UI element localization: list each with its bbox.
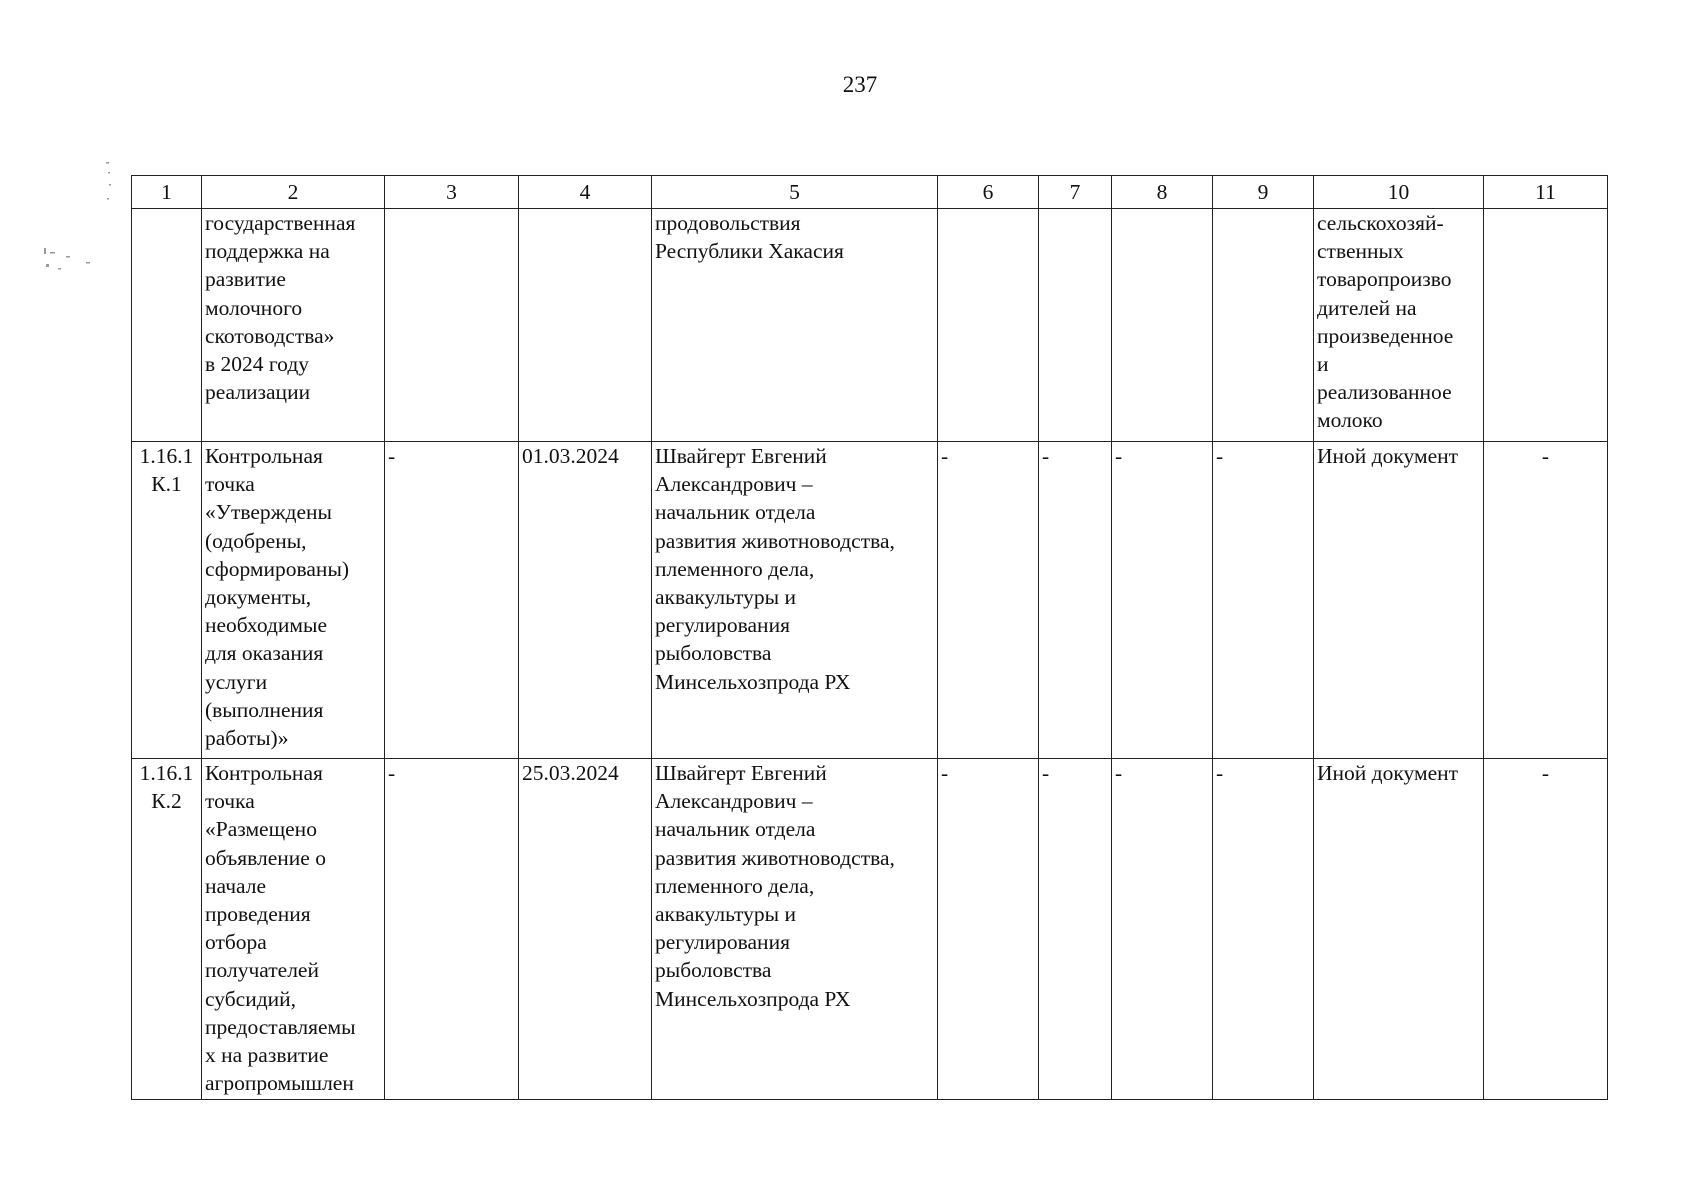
row-number-cell: 1.16.1 К.2 bbox=[132, 759, 202, 1100]
table-cell: - bbox=[1213, 759, 1314, 1100]
header-cell: 1 bbox=[132, 176, 202, 209]
header-row bbox=[132, 176, 1608, 209]
header-cell: 10 bbox=[1314, 176, 1484, 209]
table-cell: - bbox=[1213, 442, 1314, 759]
header-cell: 2 bbox=[202, 176, 385, 209]
table-cell: - bbox=[938, 442, 1039, 759]
event-name-cell: Контрольная точка «Размещено объявление о начале проведения отбора получателей субсидий, предоставляемы х на развитие агропромышлен bbox=[202, 759, 385, 1100]
table-row bbox=[132, 759, 1608, 1100]
date-cell: 01.03.2024 bbox=[519, 442, 652, 759]
table-cell: - bbox=[1484, 759, 1608, 1100]
table-cell: - bbox=[1484, 442, 1608, 759]
header-cell: 4 bbox=[519, 176, 652, 209]
table-cell bbox=[938, 209, 1039, 442]
header-cell: 8 bbox=[1112, 176, 1213, 209]
date-cell: 25.03.2024 bbox=[519, 759, 652, 1100]
table-cell bbox=[1112, 209, 1213, 442]
table-cell: - bbox=[1112, 759, 1213, 1100]
result-type-cell: Иной документ bbox=[1314, 759, 1484, 1100]
table-cell bbox=[1039, 209, 1112, 442]
row-number-cell: 1.16.1 К.1 bbox=[132, 442, 202, 759]
table-row bbox=[132, 442, 1608, 759]
header-cell: 3 bbox=[385, 176, 519, 209]
document-table bbox=[131, 175, 1608, 1100]
row-number-cell bbox=[132, 209, 202, 442]
table-cell bbox=[385, 209, 519, 442]
scan-margin-marks bbox=[36, 160, 116, 280]
responsible-cell: Швайгерт Евгений Александрович – начальник отдела развития животноводства, племенного дела, аквакультуры и регулирования рыболовства Минсельхозпрода РХ bbox=[652, 759, 938, 1100]
header-cell: 7 bbox=[1039, 176, 1112, 209]
table-row bbox=[132, 209, 1608, 442]
table-cell: - bbox=[1039, 442, 1112, 759]
table-cell: - bbox=[1039, 759, 1112, 1100]
event-name-cell: государственная поддержка на развитие молочного скотоводства» в 2024 году реализации bbox=[202, 209, 385, 442]
page-number: 237 bbox=[842, 72, 878, 97]
header-cell: 5 bbox=[652, 176, 938, 209]
header-cell: 9 bbox=[1213, 176, 1314, 209]
responsible-cell: Швайгерт Евгений Александрович – начальник отдела развития животноводства, племенного дела, аквакультуры и регулирования рыболовства Минсельхозпрода РХ bbox=[652, 442, 938, 759]
result-type-cell: Иной документ bbox=[1314, 442, 1484, 759]
table-cell: - bbox=[385, 442, 519, 759]
table-cell bbox=[1213, 209, 1314, 442]
table-cell bbox=[1484, 209, 1608, 442]
table-cell: - bbox=[938, 759, 1039, 1100]
table-cell: - bbox=[385, 759, 519, 1100]
result-type-cell: сельскохозяй- ственных товаропроизво дителей на произведенное и реализованное молоко bbox=[1314, 209, 1484, 442]
event-name-cell: Контрольная точка «Утверждены (одобрены, сформированы) документы, необходимые для оказания услуги (выполнения работы)» bbox=[202, 442, 385, 759]
header-cell: 6 bbox=[938, 176, 1039, 209]
responsible-cell: продовольствия Республики Хакасия bbox=[652, 209, 938, 442]
header-cell: 11 bbox=[1484, 176, 1608, 209]
date-cell bbox=[519, 209, 652, 442]
table-cell: - bbox=[1112, 442, 1213, 759]
